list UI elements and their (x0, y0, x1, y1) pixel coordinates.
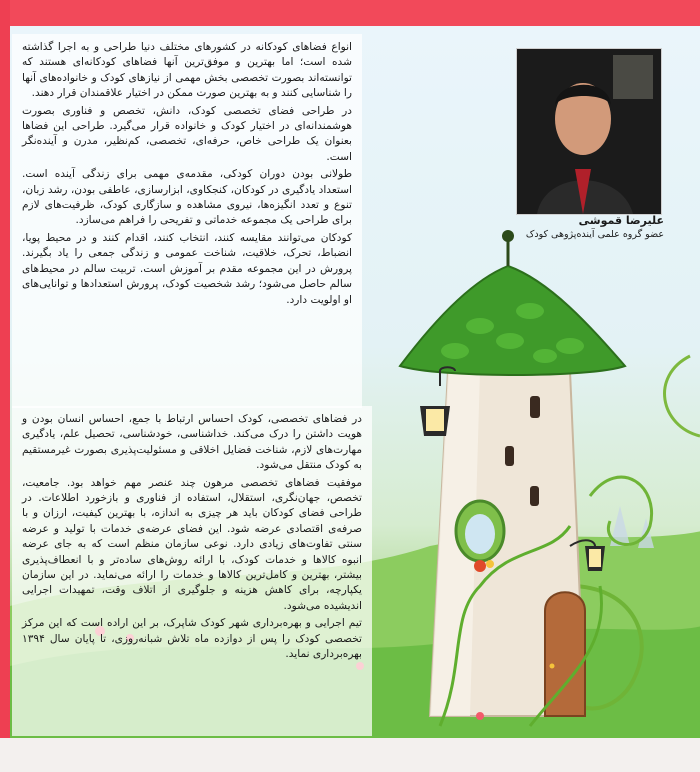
article-section-2 (12, 406, 372, 736)
paragraph: کودکان می‌توانند مقایسه کنند، انتخاب کنند، اقدام کنند و در محیط پویا، انضباط، تحرک، خلاقیت، شناخت عمومی و زندگی جمعی را یاد بگیرند. پرورش در این مجموعه مقدم بر آموزش است. تربیت سالم در محیط‌های سالم حاصل می‌شود؛ رشد شخصیت کودک، پرورش استعدادها و توانایی‌های او اولویت دارد. (22, 231, 352, 306)
tower-door (545, 592, 585, 716)
swirl-vine-1 (665, 356, 700, 436)
paragraph: طولانی بودن دوران کودکی، مقدمه‌ی مهمی برای زندگی آینده است. استعداد یادگیری در کودکان، کنجکاوی، ابزارسازی، عاطفی بودن، رشد زبان، تنوع و تعدد انگیزه‌ها، نیروی مشاهده و سازگاری کودک، ظرفیت‌های لازم برای طراحی یک مجموعه خدماتی و تفریحی را فراهم می‌سازد. (22, 168, 352, 227)
tower-roof (400, 266, 625, 375)
paragraph: انواع فضاهای کودکانه در کشورهای مختلف دنیا طراحی و به اجرا گذاشته شده است؛ اما بهترین و موفق‌ترین آنها فضاهای کودکانه‌ای هستند که توانسته‌اند بصورت تخصصی بخش مهمی از نیازهای کودک و خانواده‌های آنها را شناسایی کنند و به بهترین صورت ممکن در اختیار علاقمندان قرار دهند. (22, 41, 352, 100)
paragraph: در طراحی فضای تخصصی کودک، دانش، تخصص و فناوری بصورت هوشمندانه‌ای در اختیار کودک و خانواده قرار می‌گیرد. طراحی این فضاها بعنوان یک طراحی خاص، حرفه‌ای، تخصصی، کم‌نظیر، مدرن و آینده‌نگر است. (22, 104, 352, 163)
paragraph: موفقیت فضاهای تخصصی مرهون چند عنصر مهم خواهد بود. جامعیت، تخصص، جهان‌نگری، استقلال، استفاده از فناوری و بازخورد اطلاعات. در طراحی فضای کودکان باید هر چیزی به اندازه، با بهترین کیفیت، ارزان و با صرفه‌ی اقتصادی عرضه شود. این فضای عرضه‌ی خدمات با تولید و عرضه سنتی تفاوت‌های زیادی دارد. نوعی سازمان منظم است که به جای عرضه انبوه کالاها و خدمات کودک، با ارائه روش‌های ساده‌تر و با انعطاف‌پذیری بیشتر، بهترین و کامل‌ترین کالاها و خدمات را ارائه می‌نماید. در این سازمان یکپارچه، برای کاهش هزینه و جلوگیری از اتلاف وقت، تمهیدات اجرایی اندیشیده می‌شود. (22, 476, 362, 612)
page-bottom-margin (0, 738, 700, 772)
author-name: علیرضا قموشی (578, 214, 664, 227)
author-caption (494, 213, 664, 241)
red-margin (0, 0, 10, 772)
paragraph: تیم اجرایی و بهره‌برداری شهر کودک شاپرک، بر این اراده است که این مرکز تخصصی کودک را پس از دوازده ماه تلاش شبانه‌روزی، تا پایان سال ۱۳۹۴ بهره‌برداری نماید. (22, 617, 362, 661)
author-portrait (516, 48, 662, 215)
paragraph: در فضاهای تخصصی، کودک احساس ارتباط با جمع، احساس انسان بودن و هویت داشتن را درک می‌کند. خداشناسی، خودشناسی، تحصیل علم، یادگیری مهارت‌های لازم، شناخت فضایل اخلاقی و مسئولیت‌پذیری بصورت غیرمستقیم به کودک منتقل می‌شود. (22, 413, 362, 472)
author-title: عضو گروه علمی آینده‌پژوهی کودک (525, 229, 664, 240)
article-section-1 (12, 34, 362, 408)
tower-slit-window (530, 396, 540, 418)
article-panel (10, 26, 700, 738)
